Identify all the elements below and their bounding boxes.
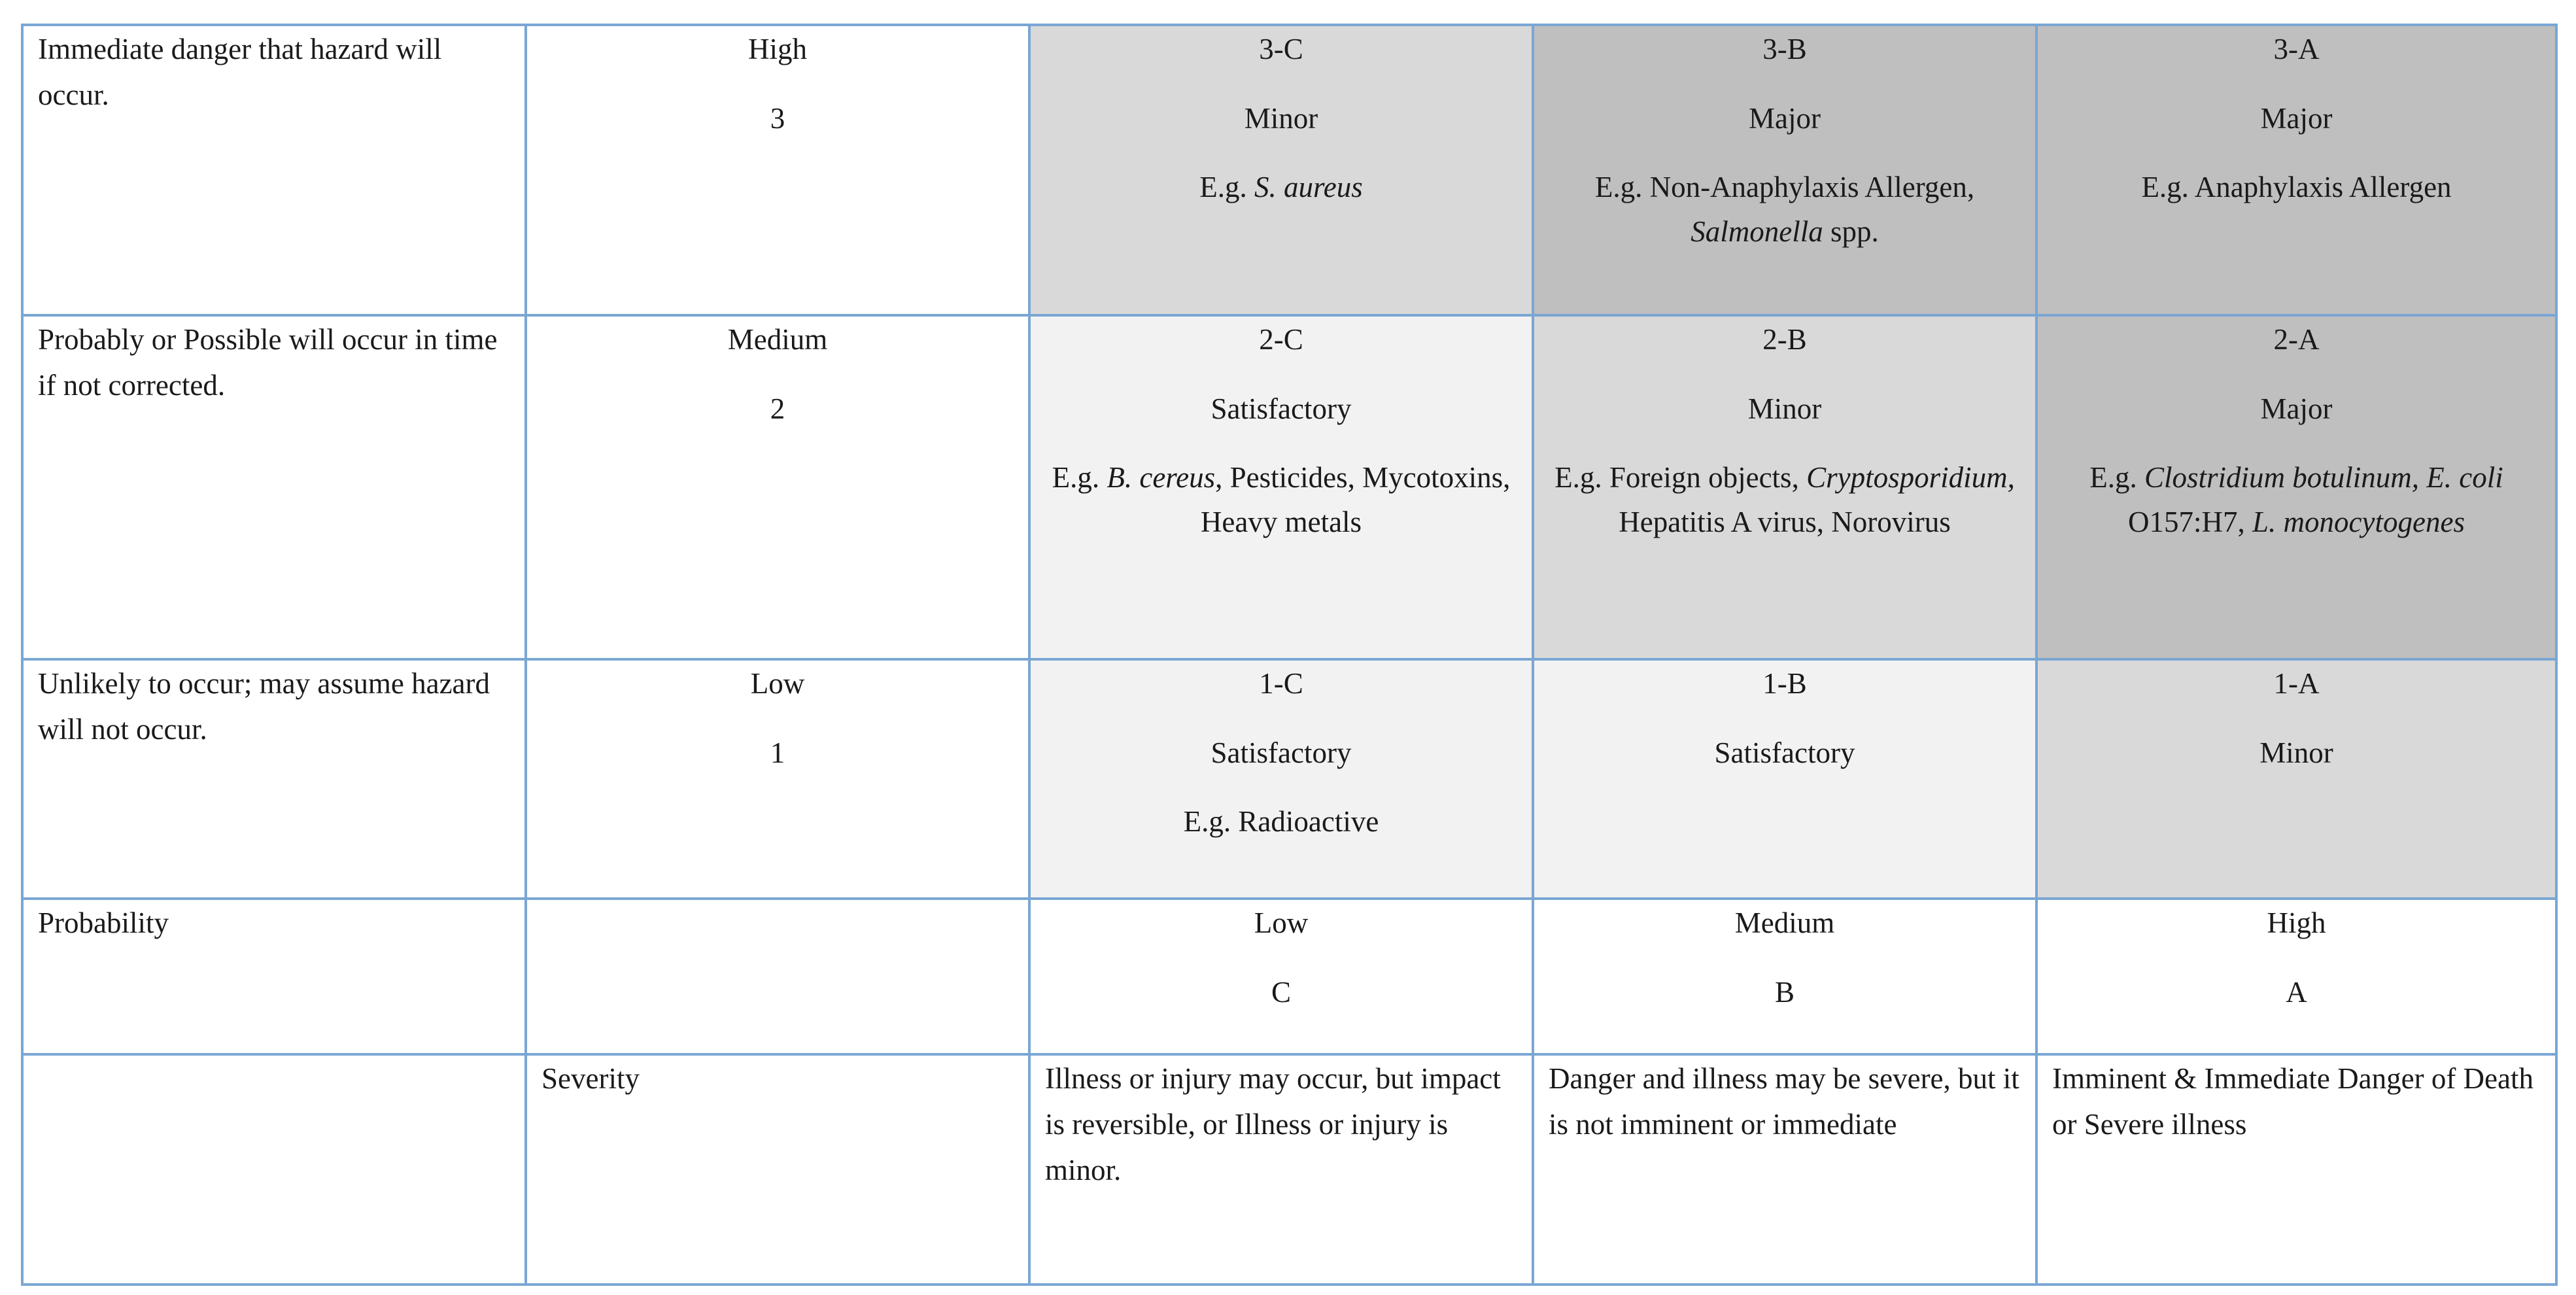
likelihood-description-text: Unlikely to occur; may assume hazard will not occur.	[38, 667, 490, 746]
example-text: E.g. Foreign objects,	[1554, 461, 1807, 494]
likelihood-level-label: Medium	[727, 323, 828, 356]
risk-cell	[1533, 659, 2036, 899]
severity-description: Danger and illness may be severe, but it is not imminent or immediate	[1549, 1062, 2019, 1141]
severity-level-label: High	[2267, 907, 2326, 939]
probability-label-cell	[22, 899, 526, 1054]
risk-code: 1-B	[1762, 667, 1807, 700]
risk-code: 2-B	[1762, 323, 1807, 356]
risk-rating: Major	[1749, 102, 1821, 135]
risk-matrix-table	[21, 24, 2558, 1286]
risk-example	[1045, 799, 1517, 844]
severity-level-label: Medium	[1734, 907, 1835, 939]
risk-example	[1549, 455, 2021, 544]
risk-cell	[1533, 25, 2036, 315]
risk-cell	[1029, 659, 1533, 899]
risk-cell	[1029, 315, 1533, 659]
risk-rating: Major	[2260, 392, 2333, 425]
risk-code: 1-A	[2273, 667, 2320, 700]
severity-description-cell	[1533, 1054, 2036, 1285]
example-italic-text: S. aureus	[1254, 171, 1363, 203]
severity-level-letter: A	[2286, 976, 2307, 1009]
risk-row-medium	[22, 315, 2556, 659]
example-text: E.g. Anaphylaxis Allergen	[2141, 171, 2452, 203]
example-text: , Pesticides, Mycotoxins, Heavy metals	[1200, 461, 1511, 538]
severity-description: Illness or injury may occur, but impact is reversible, or Illness or injury is minor.	[1045, 1062, 1501, 1186]
likelihood-description	[22, 659, 526, 899]
probability-label: Probability	[38, 907, 169, 939]
severity-label: Severity	[541, 1062, 640, 1095]
risk-row-high	[22, 25, 2556, 315]
empty-cell	[526, 899, 1029, 1054]
risk-code: 3-A	[2273, 33, 2320, 65]
example-text: E.g. Non-Anaphylaxis Allergen,	[1594, 171, 1975, 203]
example-text: E.g.	[2089, 461, 2144, 494]
severity-row	[22, 1054, 2556, 1285]
likelihood-level-label: High	[748, 33, 807, 65]
risk-code: 3-B	[1762, 33, 1807, 65]
likelihood-level-number: 1	[770, 736, 785, 769]
severity-level-letter: B	[1774, 976, 1795, 1009]
example-italic-text: Clostridium botulinum, E. coli	[2144, 461, 2503, 494]
risk-rating: Major	[2260, 102, 2333, 135]
risk-rating: Satisfactory	[1211, 392, 1352, 425]
likelihood-description	[22, 25, 526, 315]
risk-rating: Satisfactory	[1714, 736, 1855, 769]
likelihood-level	[526, 25, 1029, 315]
risk-example	[1045, 455, 1517, 544]
likelihood-level-number: 2	[770, 392, 785, 425]
risk-rating: Minor	[1747, 392, 1822, 425]
risk-rating: Minor	[2259, 736, 2333, 769]
risk-example	[2052, 165, 2541, 209]
likelihood-description-text: Probably or Possible will occur in time if not corrected.	[38, 323, 498, 402]
severity-label-cell	[526, 1054, 1029, 1285]
example-text: spp.	[1823, 215, 1879, 248]
example-text: E.g. Radioactive	[1183, 805, 1379, 838]
example-italic-text: Salmonella	[1691, 215, 1823, 248]
risk-code: 3-C	[1259, 33, 1303, 65]
example-text: Hepatitis A virus, Norovirus	[1619, 506, 1951, 538]
severity-description-cell	[2036, 1054, 2556, 1285]
example-text: E.g.	[1199, 171, 1254, 203]
risk-cell	[2036, 315, 2556, 659]
likelihood-level-number: 3	[770, 102, 785, 135]
risk-code: 1-C	[1259, 667, 1303, 700]
example-italic-text: Cryptosporidium,	[1806, 461, 2015, 494]
risk-example	[1045, 165, 1517, 209]
severity-level-letter: C	[1271, 976, 1291, 1009]
risk-rating: Satisfactory	[1211, 736, 1352, 769]
likelihood-level	[526, 315, 1029, 659]
example-text: O157:H7,	[2128, 506, 2253, 538]
risk-example	[2052, 455, 2541, 544]
risk-cell	[2036, 659, 2556, 899]
example-italic-text: B. cereus	[1107, 461, 1216, 494]
probability-row	[22, 899, 2556, 1054]
severity-description-cell	[1029, 1054, 1533, 1285]
risk-cell	[2036, 25, 2556, 315]
risk-example	[1549, 165, 2021, 254]
empty-cell	[22, 1054, 526, 1285]
risk-rating: Minor	[1244, 102, 1318, 135]
likelihood-level	[526, 659, 1029, 899]
severity-level-label: Low	[1254, 907, 1309, 939]
severity-level-cell	[1533, 899, 2036, 1054]
risk-cell	[1533, 315, 2036, 659]
severity-description: Imminent & Immediate Danger of Death or Severe illness	[2052, 1062, 2533, 1141]
risk-cell	[1029, 25, 1533, 315]
example-italic-text: L. monocytogenes	[2252, 506, 2465, 538]
severity-level-cell	[1029, 899, 1533, 1054]
risk-code: 2-A	[2273, 323, 2320, 356]
likelihood-description	[22, 315, 526, 659]
severity-level-cell	[2036, 899, 2556, 1054]
risk-row-low	[22, 659, 2556, 899]
likelihood-description-text: Immediate danger that hazard will occur.	[38, 33, 442, 111]
risk-code: 2-C	[1259, 323, 1303, 356]
example-text: E.g.	[1052, 461, 1107, 494]
likelihood-level-label: Low	[750, 667, 805, 700]
